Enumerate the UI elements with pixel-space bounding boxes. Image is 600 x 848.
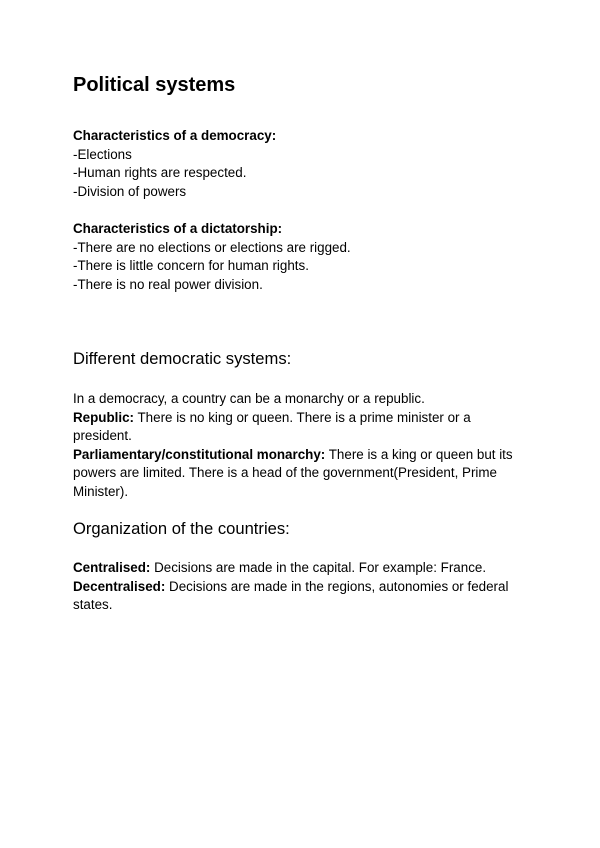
organization-section [73,559,533,615]
democracy-section [73,127,533,201]
decentralised-term: Decentralised: [73,578,166,594]
dictatorship-heading: Characteristics of a dictatorship: [73,221,283,236]
democracy-item: -Elections [73,146,132,162]
dictatorship-item: -There is little concern for human rights. [73,258,309,274]
organization-heading: Organization of the countries: [73,519,290,538]
dictatorship-section [73,220,533,294]
monarchy-definition [73,446,533,502]
democratic-systems-heading: Different democratic systems: [73,349,292,368]
republic-term: Republic: [73,409,135,425]
democracy-item: -Division of powers [73,183,187,199]
dictatorship-item: -There are no elections or elections are rigged. [73,239,351,255]
democracy-heading: Characteristics of a democracy: [73,128,277,143]
page-title: Political systems [73,74,236,96]
monarchy-text: There is a king or queen but its powers are limited. There is a head of the government(President, Prime Minister). [73,446,513,499]
republic-text: There is no king or queen. There is a prime minister or a president. [73,409,471,444]
centralised-text: Decisions are made in the capital. For example: France. [150,560,487,575]
republic-definition [73,409,533,446]
democracy-item: -Human rights are respected. [73,165,247,181]
democratic-systems-section [73,390,533,502]
monarchy-term: Parliamentary/constitutional monarchy: [73,446,326,462]
decentralised-definition [73,578,533,615]
centralised-term: Centralised: [73,560,151,575]
dictatorship-item: -There is no real power division. [73,276,263,292]
democratic-systems-intro: In a democracy, a country can be a monarchy or a republic. [73,391,425,406]
decentralised-text: Decisions are made in the regions, autonomies or federal states. [73,578,509,613]
centralised-definition [73,559,533,578]
